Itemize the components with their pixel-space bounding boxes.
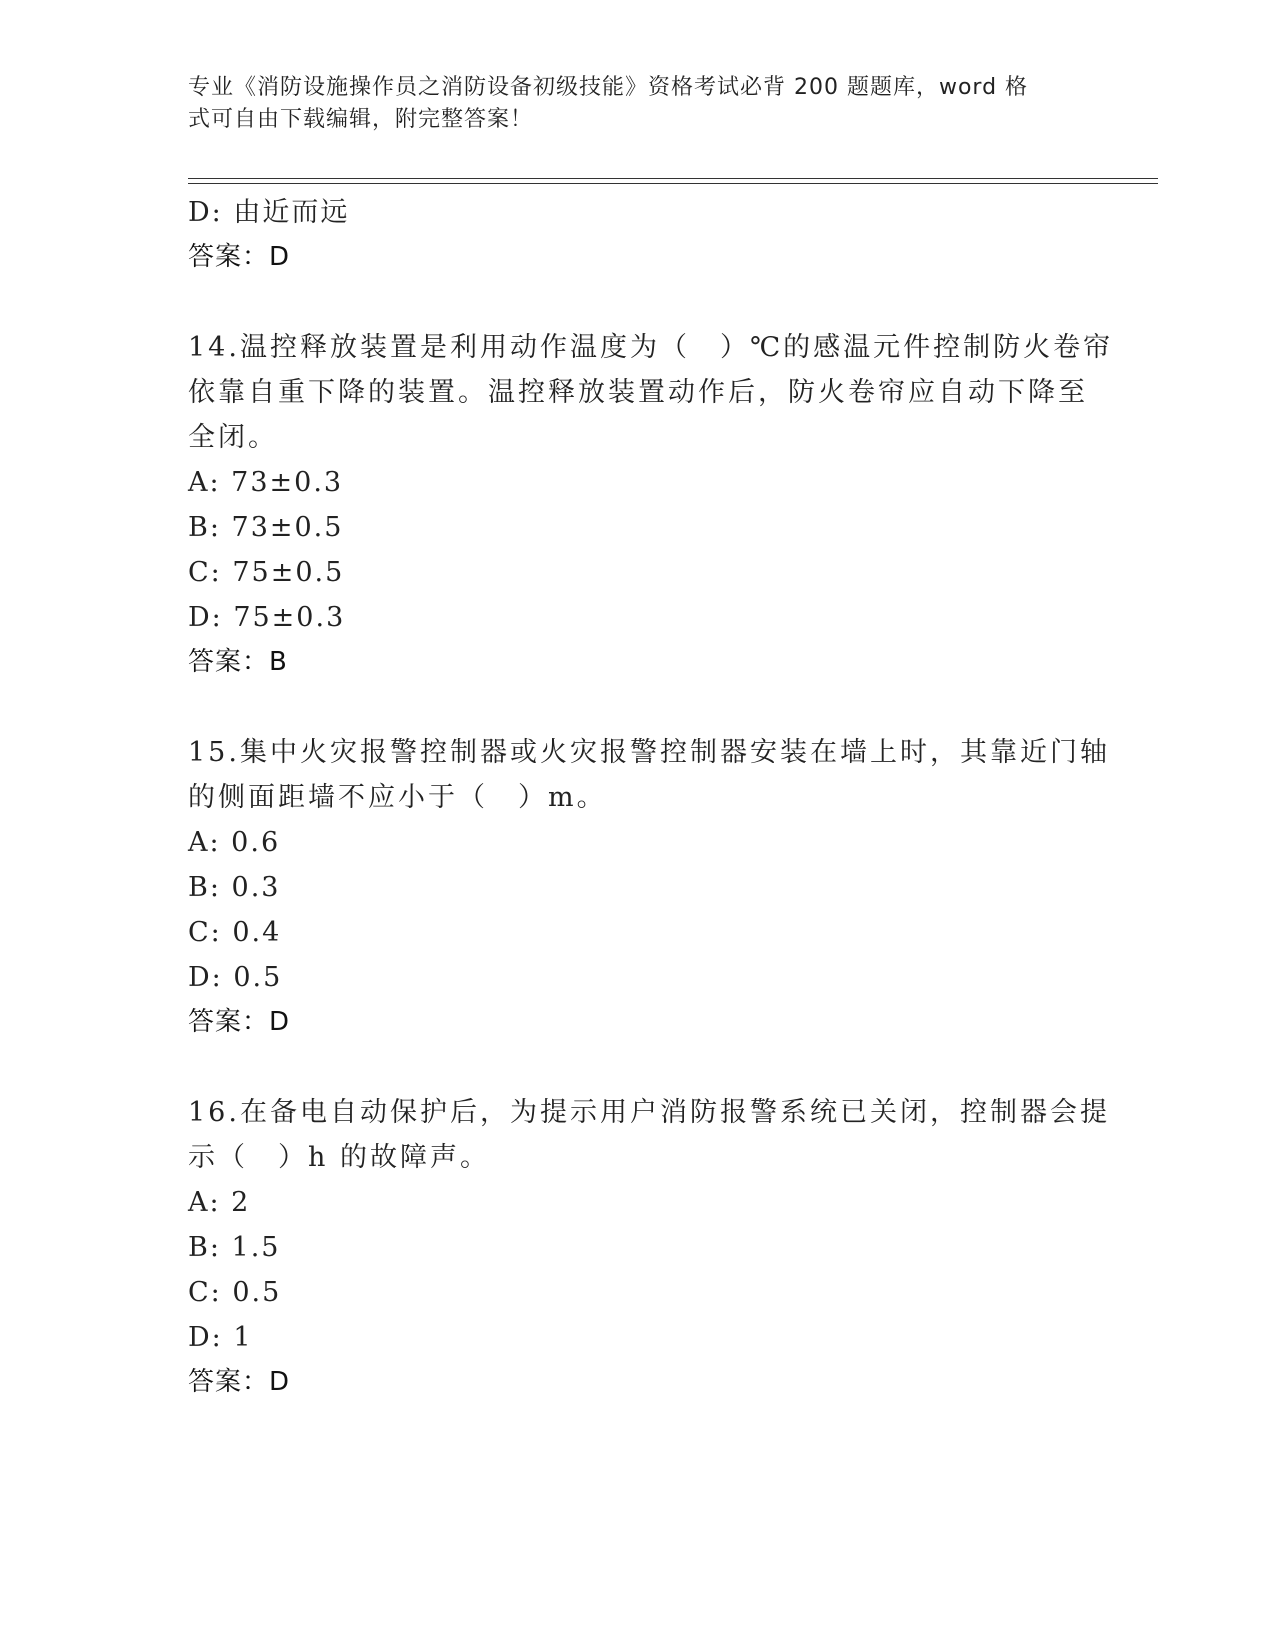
question-16 <box>188 1090 1110 1405</box>
question-list <box>188 190 1114 1405</box>
question-text-line: 全闭。 <box>188 422 278 453</box>
header-divider-top <box>188 178 1158 179</box>
question-14 <box>188 325 1114 685</box>
header-divider-bottom <box>188 183 1158 184</box>
document-header <box>188 72 1068 136</box>
question-text-line: 的侧面距墙不应小于（ ）m。 <box>188 782 607 813</box>
answer-line: 答案：D <box>188 1007 291 1037</box>
option-a: A: 0.6 <box>188 827 281 858</box>
question-text <box>188 325 1114 460</box>
question-text-line: 示（ ）h 的故障声。 <box>188 1142 490 1173</box>
question-text-line: 16.在备电自动保护后，为提示用户消防报警系统已关闭，控制器会提 <box>188 1097 1110 1128</box>
question-text-line: 14.温控释放装置是利用动作温度为（ ）℃的感温元件控制防火卷帘 <box>188 332 1114 363</box>
question-text <box>188 1090 1110 1180</box>
previous-question-tail <box>188 190 1088 280</box>
answer-line: 答案：D <box>188 242 291 272</box>
question-text <box>188 730 1110 820</box>
question-text-line: 依靠自重下降的装置。温控释放装置动作后，防火卷帘应自动下降至 <box>188 377 1088 408</box>
question-text-line: 15.集中火灾报警控制器或火灾报警控制器安装在墙上时，其靠近门轴 <box>188 737 1110 768</box>
option-c: C: 0.4 <box>188 917 282 948</box>
answer-line: 答案：D <box>188 1367 291 1397</box>
header-title-line-1: 专业《消防设施操作员之消防设备初级技能》资格考试必背 200 题题库，word 格 <box>188 75 1029 100</box>
option-b: B: 73±0.5 <box>188 512 344 543</box>
option-a: A: 73±0.3 <box>188 467 344 498</box>
header-title-line-2: 式可自由下载编辑，附完整答案！ <box>188 107 534 132</box>
answer-line: 答案：B <box>188 647 288 677</box>
option-a: A: 2 <box>188 1187 251 1218</box>
option-d: D: 1 <box>188 1322 253 1353</box>
option-c: C: 75±0.5 <box>188 557 345 588</box>
option-d: D: 0.5 <box>188 962 283 993</box>
option-b: B: 1.5 <box>188 1232 281 1263</box>
question-15 <box>188 730 1110 1045</box>
option-d: D: 75±0.3 <box>188 602 346 633</box>
option-c: C: 0.5 <box>188 1277 282 1308</box>
option-b: B: 0.3 <box>188 872 281 903</box>
option-d: D: 由近而远 <box>188 197 350 228</box>
